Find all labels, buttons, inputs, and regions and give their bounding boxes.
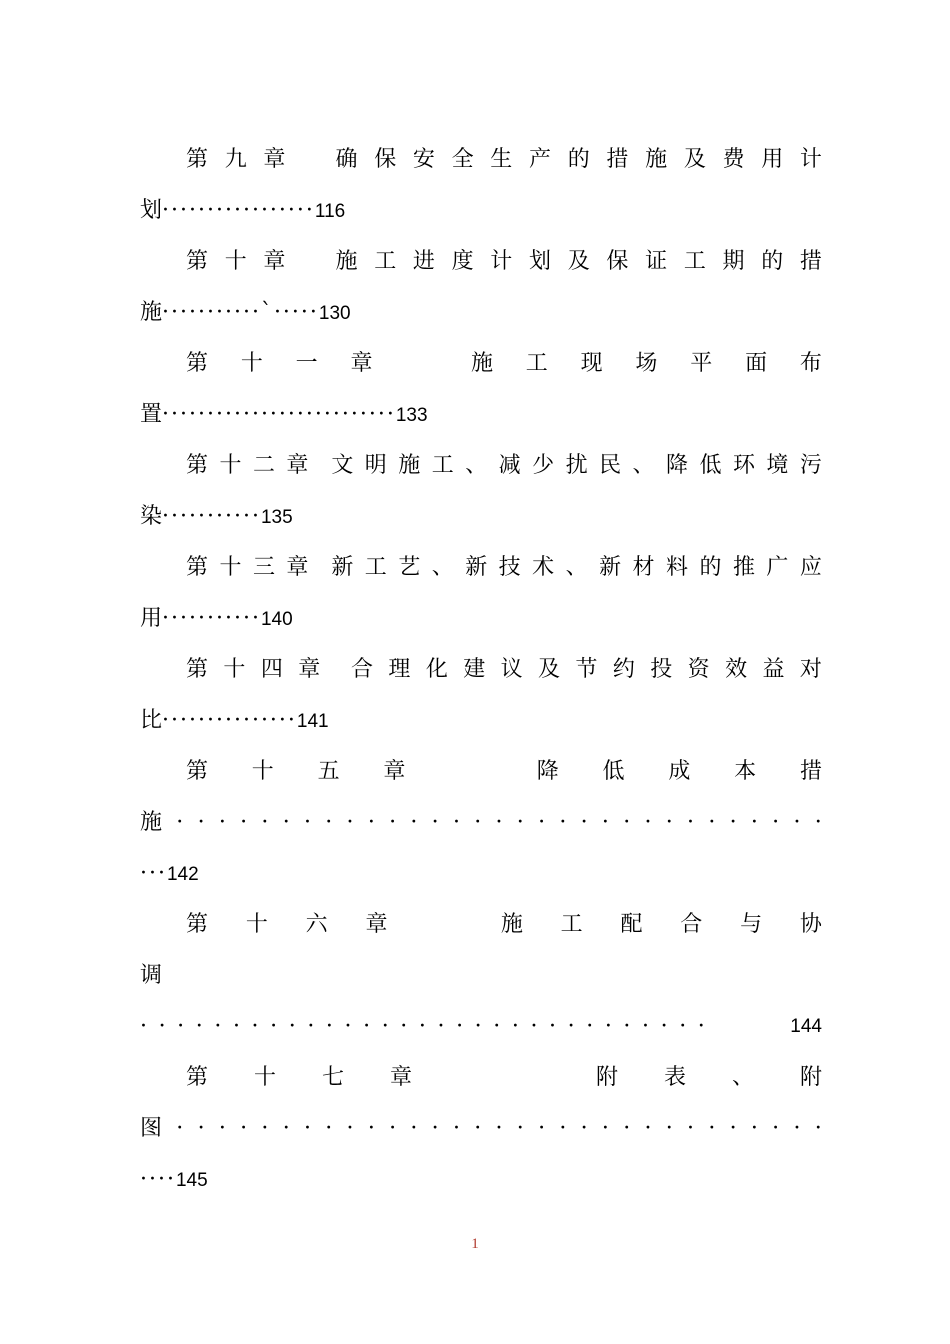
toc-entry-15-line3: ···142 bbox=[140, 861, 199, 886]
toc-entry-17-line3: ····145 bbox=[140, 1167, 208, 1192]
toc-entry-12-line2: 染···········135 bbox=[140, 504, 293, 529]
toc-entry-12-line1: 第 十 二 章 文 明 施 工 、 减 少 扰 民 、 降 低 环 境 污 bbox=[186, 453, 822, 478]
toc-entry-11-line1: 第 十 一 章 施 工 现 场 平 面 布 bbox=[186, 351, 822, 376]
page-number: 1 bbox=[471, 1236, 479, 1252]
toc-entry-9-line1: 第 九 章 确 保 安 全 生 产 的 措 施 及 费 用 计 bbox=[186, 147, 822, 172]
toc-entry-15-line2: 施 · · · · · · · · · · · · · · · · · · · · · · · · · · · · · · · bbox=[140, 810, 822, 835]
toc-entry-10-line1: 第 十 章 施 工 进 度 计 划 及 保 证 工 期 的 措 bbox=[186, 249, 822, 274]
toc-entry-16-line2: 调 bbox=[140, 963, 163, 988]
toc-entry-13-line2: 用···········140 bbox=[140, 606, 293, 631]
toc-entry-10-line2: 施···········`·····130 bbox=[140, 300, 351, 325]
toc-entry-16-line3: ······························· 144 bbox=[140, 1014, 822, 1039]
toc-entry-13-line1: 第 十 三 章 新 工 艺 、 新 技 术 、 新 材 料 的 推 广 应 bbox=[186, 555, 822, 580]
toc-entry-14-line2: 比···············141 bbox=[140, 708, 329, 733]
toc-entry-15-line1: 第 十 五 章 降 低 成 本 措 bbox=[186, 759, 822, 784]
toc-entry-16-line1: 第 十 六 章 施 工 配 合 与 协 bbox=[186, 912, 822, 937]
toc-entry-11-line2: 置··························133 bbox=[140, 402, 428, 427]
toc-entry-14-line1: 第 十 四 章 合 理 化 建 议 及 节 约 投 资 效 益 对 bbox=[186, 657, 822, 682]
toc-entry-9-line2: 划·················116 bbox=[140, 198, 346, 223]
toc-entry-17-line2: 图 · · · · · · · · · · · · · · · · · · · · · · · · · · · · · · · bbox=[140, 1116, 822, 1141]
toc-entry-17-line1: 第 十 七 章 附 表 、 附 bbox=[186, 1065, 822, 1090]
